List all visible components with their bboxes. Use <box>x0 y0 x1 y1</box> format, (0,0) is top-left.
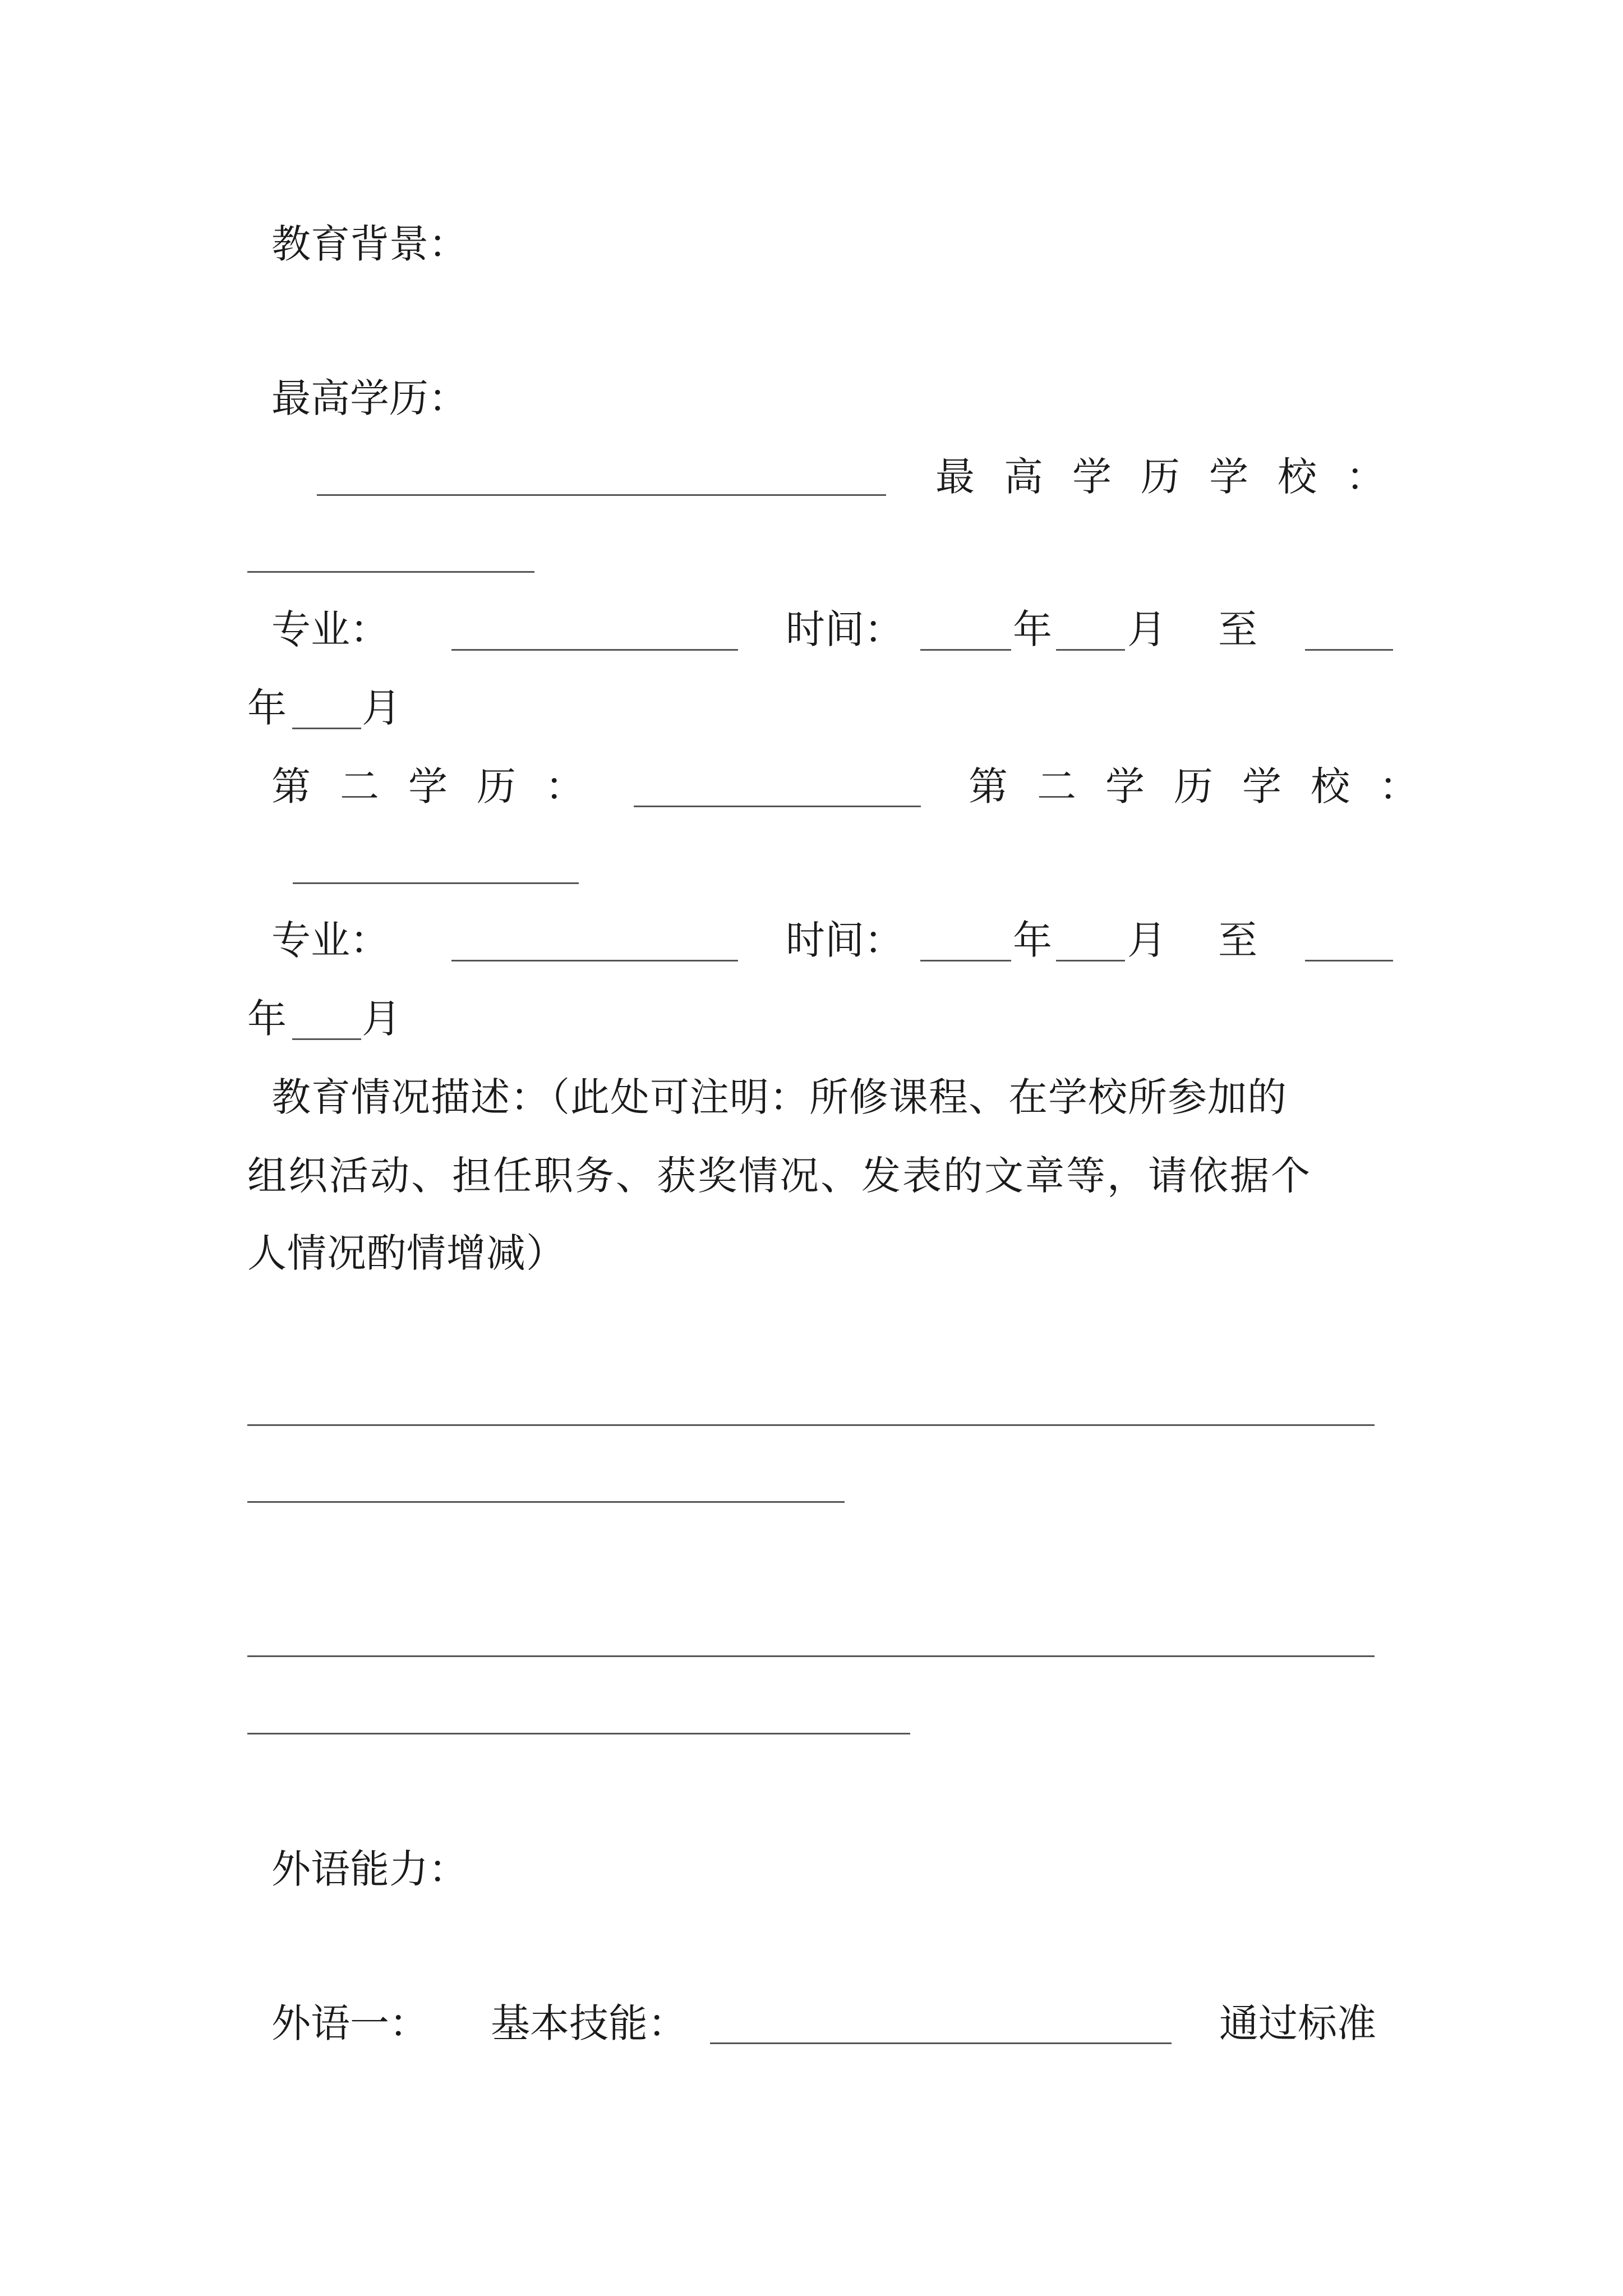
description-line-1: 教育情况描述：（此处可注明：所修课程、在学校所参加的 <box>271 1074 1287 1120</box>
month-label-2a: 月 <box>1127 917 1166 963</box>
month-label-2b: 月 <box>362 996 401 1042</box>
standard-label: 通过标准 <box>1219 2000 1376 2046</box>
major-label-2: 专业： <box>271 917 389 963</box>
to-label-2: 至 <box>1218 917 1257 963</box>
major-field-2[interactable] <box>451 960 738 961</box>
time-label-1: 时间： <box>786 606 903 652</box>
month-label-1a: 月 <box>1127 606 1166 652</box>
highest-degree-field[interactable] <box>317 494 886 496</box>
description-line-3: 人情况酌情增减） <box>247 1230 566 1276</box>
second-school-label: 第二学历学校： <box>969 763 1447 809</box>
description-line-2: 组织活动、担任职务、获奖情况、发表的文章等，请依据个 <box>247 1153 1312 1199</box>
highest-degree-label: 最高学历： <box>271 375 468 421</box>
second-degree-label: 第二学历： <box>271 763 614 809</box>
start-month-field-1[interactable] <box>1056 649 1125 651</box>
skill-label: 基本技能： <box>491 2000 687 2046</box>
start-year-field-2[interactable] <box>920 960 1011 961</box>
skill-field[interactable] <box>710 2042 1172 2044</box>
year-label-2b: 年 <box>247 996 287 1042</box>
year-label-1b: 年 <box>247 685 287 731</box>
month-label-1b: 月 <box>362 685 401 731</box>
description-field-2a[interactable] <box>247 1655 1375 1657</box>
description-field-2b[interactable] <box>247 1733 910 1734</box>
description-field-1b[interactable] <box>247 1501 845 1503</box>
to-label-1: 至 <box>1218 606 1257 652</box>
language-heading: 外语能力： <box>271 1846 468 1892</box>
description-field-1a[interactable] <box>247 1424 1375 1426</box>
education-heading: 教育背景： <box>271 221 468 267</box>
end-month-field-1[interactable] <box>292 728 361 729</box>
language-one-label: 外语一： <box>271 2000 428 2046</box>
major-label-1: 专业： <box>271 606 389 652</box>
end-year-field-1[interactable] <box>1305 649 1393 651</box>
end-year-field-2[interactable] <box>1305 960 1393 961</box>
second-degree-field[interactable] <box>634 806 921 807</box>
highest-school-label: 最高学历学校： <box>935 454 1414 500</box>
second-school-field[interactable] <box>293 882 579 884</box>
highest-school-field[interactable] <box>247 571 534 573</box>
year-label-1a: 年 <box>1013 606 1052 652</box>
year-label-2a: 年 <box>1013 917 1052 963</box>
start-year-field-1[interactable] <box>920 649 1011 651</box>
major-field-1[interactable] <box>451 649 738 651</box>
start-month-field-2[interactable] <box>1056 960 1125 961</box>
end-month-field-2[interactable] <box>292 1038 361 1040</box>
time-label-2: 时间： <box>786 917 903 963</box>
